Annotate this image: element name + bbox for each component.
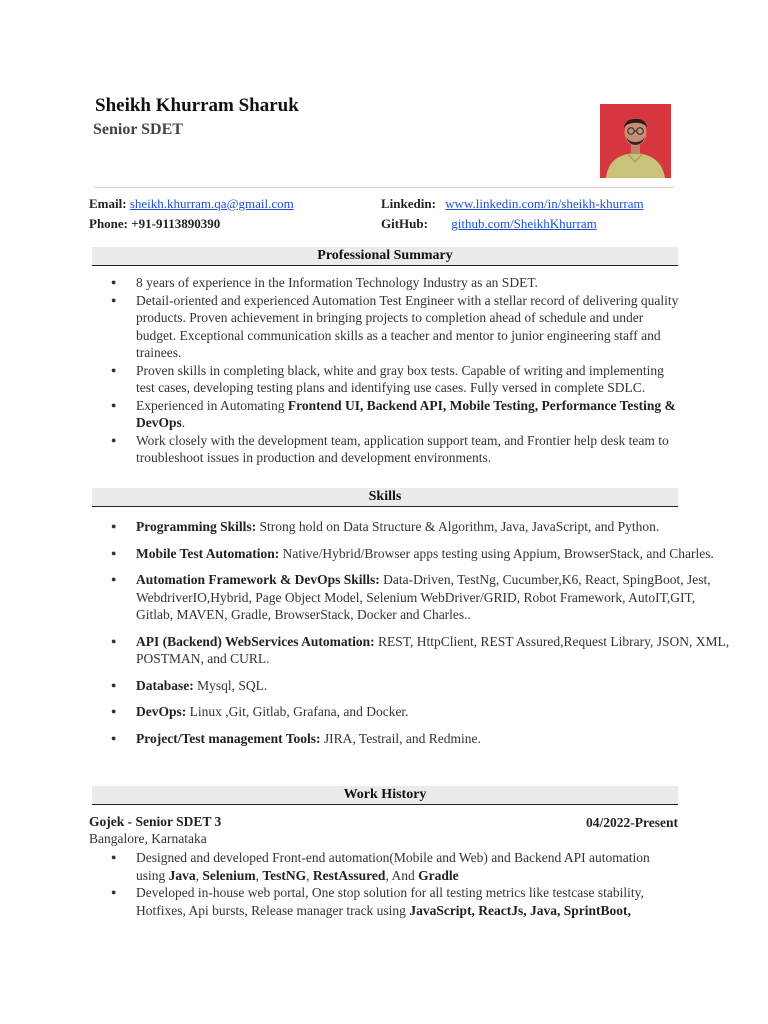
bullet-bold-text: Automation Framework & DevOps Skills: <box>136 572 380 587</box>
skill-item <box>92 545 732 563</box>
summary-item <box>92 397 682 432</box>
bullet-text: , <box>195 867 203 883</box>
phone-value: +91-9113890390 <box>131 216 221 231</box>
skills-list <box>92 518 732 756</box>
summary-item <box>92 362 682 397</box>
bullet-text: Detail-oriented and experienced Automation Test Engineer with a stellar record of delivering quality products. Proven achievement in bringing projects to completion ahead of schedule and under budget. Exceptional communication skills as a teacher and mentor to junior engineering staff and trainees. <box>136 292 679 360</box>
github-label: GitHub: <box>381 216 428 231</box>
work-item <box>92 884 682 919</box>
skill-item <box>92 571 732 624</box>
linkedin-row <box>381 196 644 212</box>
github-link[interactable]: github.com/SheikhKhurram <box>451 216 597 231</box>
bullet-text: Work closely with the development team, application support team, and Frontier help desk team to troubleshoot issues in production and development environments. <box>136 432 669 465</box>
email-row <box>89 196 294 212</box>
bullet-text: JIRA, Testrail, and Redmine. <box>320 730 481 746</box>
bullet-text: Experienced in Automating <box>136 397 288 413</box>
candidate-name: Sheikh Khurram Sharuk <box>95 95 299 116</box>
bullet-text: Linux ,Git, Gitlab, Grafana, and Docker. <box>186 704 409 719</box>
bullet-text: Developed in-house web portal, One stop solution for all testing metrics like testcase stability, Hotfixes, Api bursts, Release manager track using <box>136 885 644 918</box>
email-label: Email: <box>89 196 127 211</box>
bullet-bold-text: DevOps: <box>136 704 187 719</box>
bullet-bold-text: Programming Skills: <box>136 519 257 534</box>
skill-item <box>92 518 732 536</box>
job-title: Gojek - Senior SDET 3 <box>89 814 222 829</box>
phone-row <box>89 216 220 232</box>
bullet-text: Native/Hybrid/Browser apps testing using Appium, BrowserStack, and Charles. <box>279 545 714 561</box>
profile-photo <box>600 104 671 178</box>
email-link[interactable]: sheikh.khurram.qa@gmail.com <box>129 196 294 211</box>
bullet-text: Designed and developed Front-end automation(Mobile and Web) and Backend API automation using <box>136 850 650 883</box>
section-heading-skills: Skills <box>92 488 678 507</box>
bullet-bold-text: Mobile Test Automation: <box>136 545 280 561</box>
phone-label: Phone: <box>89 216 128 231</box>
skill-item <box>92 677 732 695</box>
linkedin-label: Linkedin: <box>381 196 436 211</box>
github-row <box>381 216 597 232</box>
section-heading-work: Work History <box>92 786 678 805</box>
summary-list <box>92 274 682 467</box>
bullet-text: Data-Driven, TestNg, Cucumber,K6, React, SpingBoot, Jest, WebdriverIO,Hybrid, Page Object Model, Selenium WebDriver/GRID, Robot Framework, AutoIT,GIT, Gitlab, MAVEN, Gradle, BrowserStack, Docker and Charles.. <box>136 572 711 622</box>
candidate-title: Senior SDET <box>93 121 183 138</box>
bullet-bold-text: Project/Test management Tools: <box>136 730 321 746</box>
skill-item <box>92 730 732 748</box>
skill-item <box>92 633 732 668</box>
bullet-bold-text: TestNG <box>262 867 307 883</box>
work-list <box>92 849 682 919</box>
bullet-text: Mysql, SQL. <box>193 677 268 693</box>
bullet-bold-text: Selenium <box>202 867 256 883</box>
job-location: Bangalore, Karnataka <box>89 831 207 846</box>
profile-photo-graphic <box>600 104 671 178</box>
summary-item <box>92 274 682 292</box>
bullet-bold-text: API (Backend) WebServices Automation: <box>136 633 375 649</box>
header-divider <box>94 187 674 188</box>
section-heading-summary: Professional Summary <box>92 247 678 266</box>
bullet-bold-text: Database: <box>136 677 194 693</box>
skill-item <box>92 703 732 721</box>
summary-item <box>92 292 682 362</box>
bullet-bold-text: Java <box>168 867 196 883</box>
job-dates: 04/2022-Present <box>586 815 678 830</box>
bullet-text: , <box>306 867 313 883</box>
summary-item <box>92 432 682 467</box>
bullet-bold-text: JavaScript, ReactJs, Java, SprintBoot, <box>409 902 631 918</box>
bullet-text: Proven skills in completing black, white and gray box tests. Capable of writing and implementing test cases, developing testing plans and identifying use cases. Fully versed in complete SDLC. <box>136 362 664 395</box>
bullet-text: . <box>181 415 186 430</box>
bullet-text: 8 years of experience in the Information Technology Industry as an SDET. <box>136 275 538 290</box>
bullet-text: , <box>255 867 263 883</box>
bullet-bold-text: Frontend UI, Backend API, Mobile Testing, Performance Testing & DevOps <box>136 397 676 430</box>
bullet-text: Strong hold on Data Structure & Algorithm, Java, JavaScript, and Python. <box>256 519 660 534</box>
bullet-bold-text: Gradle <box>418 867 459 883</box>
work-item <box>92 849 682 884</box>
bullet-text: , And <box>385 867 419 883</box>
bullet-text: REST, HttpClient, REST Assured,Request Library, JSON, XML, POSTMAN, and CURL. <box>136 633 730 666</box>
bullet-bold-text: RestAssured <box>312 867 386 883</box>
linkedin-link[interactable]: www.linkedin.com/in/sheikh-khurram <box>445 196 644 211</box>
